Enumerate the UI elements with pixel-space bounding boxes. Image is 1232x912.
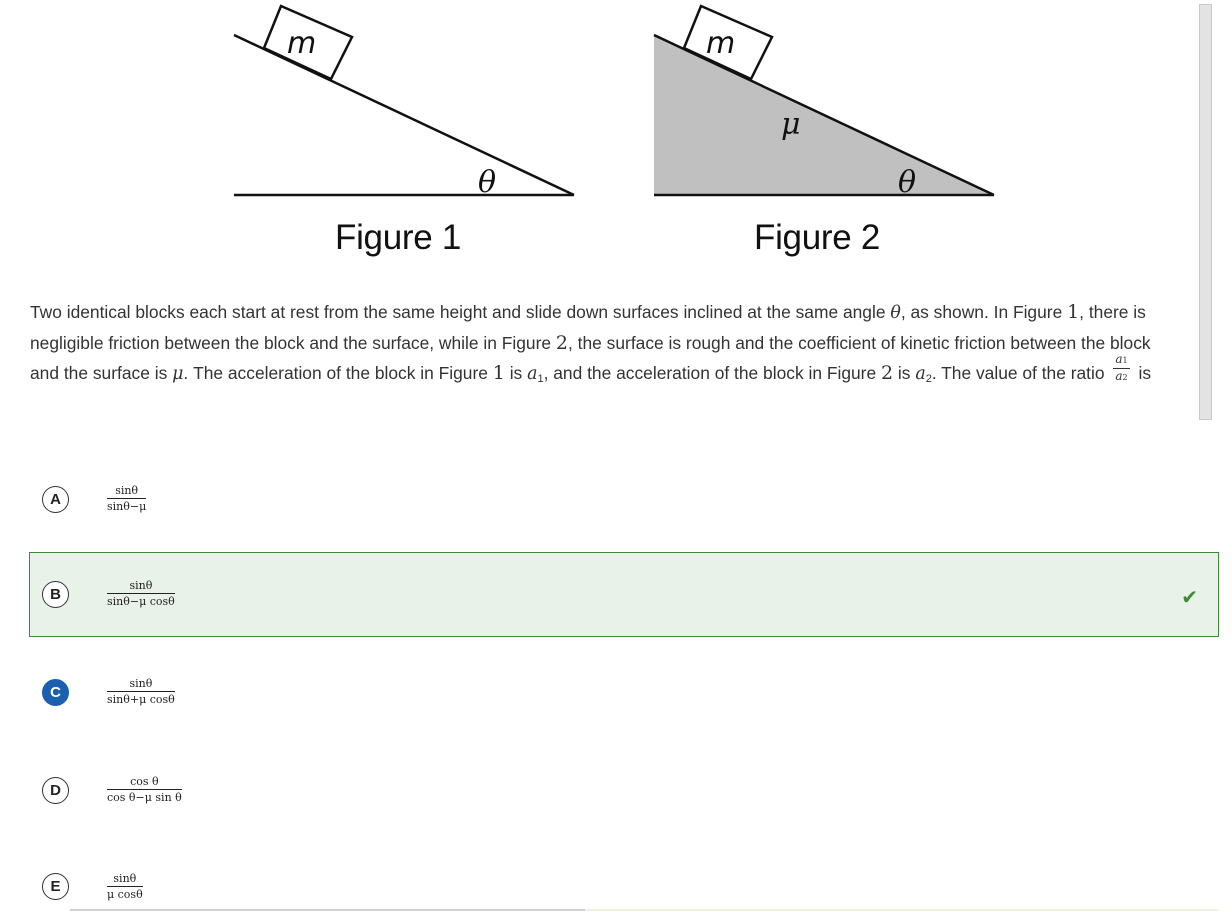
friction-coefficient-label: μ bbox=[781, 107, 801, 142]
choice-c-letter-badge[interactable]: C bbox=[42, 679, 69, 706]
block-1-mass-label: m bbox=[287, 26, 317, 61]
vertical-scrollbar[interactable] bbox=[1199, 4, 1212, 420]
bottom-divider-tint bbox=[585, 909, 1219, 911]
answer-choice-d[interactable] bbox=[29, 748, 1219, 833]
choice-e-expression: $\frac{\sin\theta}{\text{μ cosθ}}$ bbox=[107, 872, 143, 901]
answer-choice-e[interactable] bbox=[29, 845, 1219, 909]
choice-c-expression: $\frac{\sin\theta}{\text{sinθ+μ cosθ}}$ bbox=[107, 677, 175, 706]
choice-b-expression: $\frac{\sin\theta}{\text{sinθ−μ cosθ}}$ bbox=[107, 579, 175, 608]
bottom-divider bbox=[70, 909, 585, 911]
choice-b-letter-badge[interactable]: B bbox=[42, 581, 69, 608]
ratio-fraction: $\frac{a1}{a2}$ bbox=[1115, 352, 1128, 383]
choice-a-expression: $\frac{\sin\theta}{\sin\theta-\mu}$ bbox=[107, 484, 147, 513]
incline-figures bbox=[0, 0, 1232, 270]
choice-a-letter-badge[interactable]: A bbox=[42, 486, 69, 513]
figure-1-diagram bbox=[234, 6, 574, 200]
choice-d-expression: $\frac{\text{cos θ}}{\text{cos θ−μ sin θ}}$ bbox=[107, 775, 182, 804]
answer-choice-a[interactable] bbox=[29, 456, 1219, 541]
question-stem: Two identical blocks each start at rest from the same height and slide down surfaces inclined at the same angle θ, as shown. In Figure 1, there is negligible friction between the block and the surface, while in Figure 2, the surface is rough and the coefficient of kinetic friction between the block and the surface is μ. The acceleration of the block in Figure 1 is a1, and the acceleration of the block in Figure 2 is a2. The value of the ratio $\frac{a1}{a2}$ is bbox=[30, 301, 1152, 386]
correct-check-icon: ✔ bbox=[1181, 587, 1198, 609]
choice-d-letter-badge[interactable]: D bbox=[42, 777, 69, 804]
choice-e-letter-badge[interactable]: E bbox=[42, 873, 69, 900]
block-2-mass-label: m bbox=[706, 26, 736, 61]
figure-2-caption: Figure 2 bbox=[754, 218, 880, 257]
figure-1-angle-label: θ bbox=[478, 165, 497, 200]
figure-2-angle-label: θ bbox=[898, 165, 917, 200]
answer-choice-c[interactable] bbox=[29, 650, 1219, 735]
figure-1-caption: Figure 1 bbox=[335, 218, 461, 257]
figure-2-diagram bbox=[654, 6, 994, 200]
answer-choice-b[interactable] bbox=[29, 552, 1219, 637]
